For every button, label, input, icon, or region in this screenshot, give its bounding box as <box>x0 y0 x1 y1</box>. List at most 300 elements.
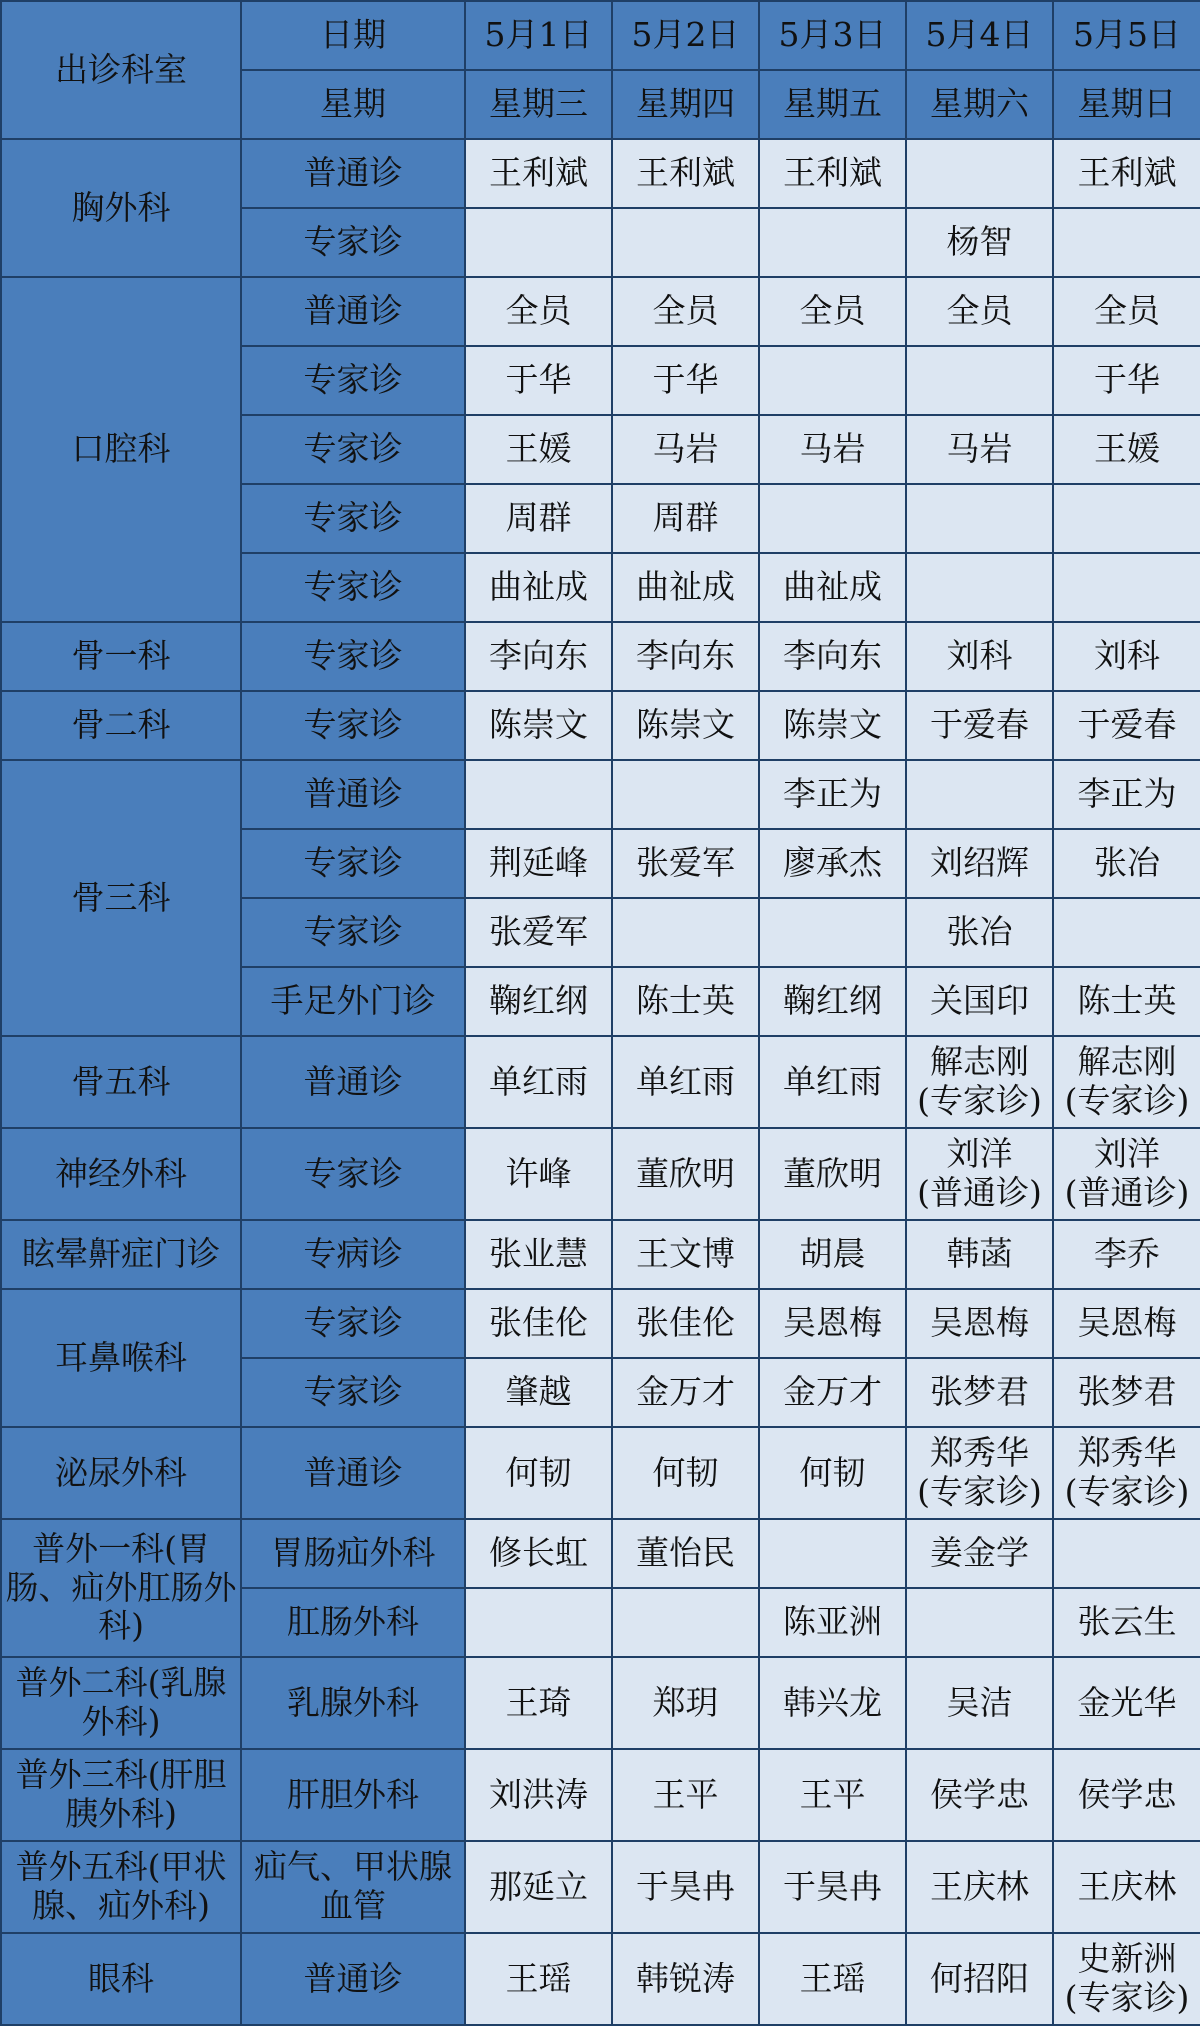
cell-line: 周群 <box>652 498 719 538</box>
doctor-cell <box>465 346 612 415</box>
doctor-cell <box>906 1749 1053 1841</box>
doctor-cell <box>612 208 759 277</box>
cell-line: 全员 <box>799 291 866 331</box>
doctor-cell <box>1053 1358 1200 1427</box>
doctor-cell <box>906 208 1053 277</box>
cell-line: 张佳伦 <box>489 1303 588 1343</box>
date-label: 日期 <box>241 1 465 70</box>
cell-line: 专家诊 <box>303 567 403 607</box>
doctor-cell <box>612 622 759 691</box>
doctor-cell <box>612 1588 759 1657</box>
doctor-cell <box>759 1427 906 1519</box>
doctor-cell <box>906 277 1053 346</box>
cell-line: 李正为 <box>783 774 882 814</box>
cell-line: 刘科 <box>1094 636 1160 676</box>
cell-line: 普通诊 <box>303 774 403 814</box>
doctor-cell <box>1053 553 1200 622</box>
schedule-row <box>1 1519 1200 1588</box>
cell-line: 全员 <box>946 291 1013 331</box>
clinic-type <box>241 277 465 346</box>
cell-line: (乳腺外科) <box>81 1663 227 1741</box>
doctor-cell <box>465 208 612 277</box>
doctor-cell <box>612 1358 759 1427</box>
doctor-cell <box>906 898 1053 967</box>
cell-line: 普通诊 <box>303 1452 403 1492</box>
cell-line: 那延立 <box>489 1866 588 1906</box>
doctor-cell <box>906 1289 1053 1358</box>
doctor-cell <box>906 484 1053 553</box>
doctor-cell <box>465 1220 612 1289</box>
doctor-cell <box>906 415 1053 484</box>
cell-line: 于华 <box>1094 360 1160 400</box>
cell-line: 解志刚 <box>1077 1042 1177 1082</box>
doctor-cell <box>759 1220 906 1289</box>
schedule-row <box>1 691 1200 760</box>
cell-line: 手足外门诊 <box>270 981 436 1021</box>
cell-line: 张梦君 <box>1077 1372 1177 1412</box>
cell-line: 马岩 <box>946 429 1013 469</box>
weekday-cell: 星期六 <box>906 70 1053 139</box>
cell-line: 专家诊 <box>303 843 403 883</box>
cell-line: 吴洁 <box>946 1682 1013 1722</box>
cell-line: 骨五科 <box>71 1061 171 1101</box>
cell-line: 曲祉成 <box>489 567 588 607</box>
clinic-type <box>241 1841 465 1933</box>
doctor-cell <box>465 1289 612 1358</box>
cell-line: 金万才 <box>783 1372 882 1412</box>
department-name <box>1 1519 241 1657</box>
doctor-cell <box>612 1427 759 1519</box>
doctor-cell <box>1053 1588 1200 1657</box>
doctor-cell <box>906 967 1053 1036</box>
doctor-cell <box>612 760 759 829</box>
schedule-row <box>1 277 1200 346</box>
doctor-cell <box>1053 1220 1200 1289</box>
doctor-cell <box>906 691 1053 760</box>
cell-line: 胸外科 <box>71 187 171 227</box>
doctor-cell <box>612 415 759 484</box>
doctor-cell <box>1053 691 1200 760</box>
cell-line: 王瑶 <box>505 1958 572 1998</box>
cell-line: 廖承杰 <box>783 843 882 883</box>
cell-line: 眼科 <box>88 1958 154 1998</box>
clinic-type <box>241 1749 465 1841</box>
doctor-cell <box>465 1036 612 1128</box>
cell-line: 王平 <box>799 1774 866 1814</box>
doctor-cell <box>1053 898 1200 967</box>
doctor-cell <box>465 1519 612 1588</box>
doctor-cell <box>759 1128 906 1220</box>
cell-line: 耳鼻喉科 <box>55 1337 187 1377</box>
doctor-cell <box>1053 415 1200 484</box>
schedule-row <box>1 1657 1200 1749</box>
doctor-cell <box>612 1657 759 1749</box>
cell-line: 于华 <box>505 360 572 400</box>
department-name <box>1 691 241 760</box>
doctor-cell <box>465 1427 612 1519</box>
cell-line: 张业慧 <box>489 1234 588 1274</box>
doctor-cell <box>906 622 1053 691</box>
cell-line: 专家诊 <box>303 1303 403 1343</box>
doctor-cell <box>1053 139 1200 208</box>
doctor-cell <box>612 1933 759 2025</box>
clinic-type <box>241 622 465 691</box>
cell-line: 李向东 <box>489 636 588 676</box>
doctor-cell <box>906 1519 1053 1588</box>
doctor-cell <box>1053 277 1200 346</box>
doctor-cell <box>1053 1427 1200 1519</box>
department-name <box>1 760 241 1036</box>
doctor-cell <box>759 1841 906 1933</box>
cell-line: (专家诊) <box>917 1081 1042 1120</box>
clinic-type <box>241 346 465 415</box>
cell-line: 专家诊 <box>303 705 403 745</box>
cell-line: 骨二科 <box>71 705 171 745</box>
doctor-cell <box>612 1128 759 1220</box>
clinic-type <box>241 1657 465 1749</box>
doctor-cell <box>465 691 612 760</box>
cell-line: 史新洲 <box>1077 1939 1177 1979</box>
schedule-row <box>1 1220 1200 1289</box>
cell-line: 肝胆外科 <box>287 1774 419 1814</box>
doctor-cell <box>759 553 906 622</box>
cell-line: 口腔科 <box>71 429 171 469</box>
cell-line: 专家诊 <box>303 636 403 676</box>
department-name <box>1 277 241 622</box>
department-name <box>1 1220 241 1289</box>
doctor-cell <box>612 1519 759 1588</box>
cell-line: 刘绍辉 <box>930 843 1029 883</box>
cell-line: 单红雨 <box>636 1061 735 1101</box>
doctor-cell <box>759 1588 906 1657</box>
cell-line: 王庆林 <box>1077 1866 1177 1906</box>
cell-line: 陈崇文 <box>783 705 882 745</box>
cell-line: 何韧 <box>799 1452 866 1492</box>
clinic-type <box>241 691 465 760</box>
date-cell: 5月3日 <box>759 1 906 70</box>
schedule-row <box>1 760 1200 829</box>
cell-line: 专家诊 <box>303 498 403 538</box>
cell-line: 张冶 <box>946 912 1013 952</box>
cell-line: 专家诊 <box>303 360 403 400</box>
cell-line: 曲祉成 <box>636 567 735 607</box>
cell-line: 马岩 <box>799 429 866 469</box>
cell-line: 马岩 <box>652 429 719 469</box>
weekday-cell: 星期四 <box>612 70 759 139</box>
schedule-row <box>1 1841 1200 1933</box>
cell-line: 于爱春 <box>1077 705 1177 745</box>
cell-line: 陈士英 <box>636 981 735 1021</box>
cell-line: 王平 <box>652 1774 719 1814</box>
schedule-row <box>1 1128 1200 1220</box>
cell-line: 关国印 <box>930 981 1029 1021</box>
cell-line: 胃肠疝外科 <box>270 1533 436 1573</box>
cell-line: 普外三科 <box>15 1755 148 1795</box>
cell-line: (专家诊) <box>917 1472 1042 1511</box>
cell-line: 肇越 <box>505 1372 572 1412</box>
cell-line: 韩菡 <box>946 1234 1013 1274</box>
cell-line: 王利斌 <box>489 153 588 193</box>
clinic-type <box>241 415 465 484</box>
doctor-cell <box>465 1841 612 1933</box>
clinic-type <box>241 1289 465 1358</box>
cell-line: 全员 <box>652 291 719 331</box>
cell-line: 于昊冉 <box>636 1866 735 1906</box>
clinic-type <box>241 1036 465 1128</box>
cell-line: 吴恩梅 <box>783 1303 882 1343</box>
clinic-type <box>241 829 465 898</box>
cell-line: 骨三科 <box>71 877 171 917</box>
doctor-cell <box>1053 1841 1200 1933</box>
doctor-cell <box>906 1358 1053 1427</box>
doctor-cell <box>1053 1519 1200 1588</box>
doctor-cell <box>465 1588 612 1657</box>
cell-line: 王琦 <box>505 1682 572 1722</box>
doctor-cell <box>759 208 906 277</box>
cell-line: 荆延峰 <box>489 843 588 883</box>
cell-line: (普通诊) <box>1064 1173 1190 1212</box>
doctor-cell <box>465 484 612 553</box>
cell-line: 王庆林 <box>930 1866 1029 1906</box>
cell-line: 单红雨 <box>489 1061 588 1101</box>
doctor-cell <box>1053 829 1200 898</box>
department-name <box>1 1289 241 1427</box>
schedule-row <box>1 1036 1200 1128</box>
cell-line: 鞠红纲 <box>783 981 882 1021</box>
doctor-cell <box>759 1289 906 1358</box>
cell-line: 郑玥 <box>652 1682 719 1722</box>
department-name <box>1 622 241 691</box>
cell-line: 普外五科(甲 <box>15 1847 194 1887</box>
cell-line: 周群 <box>505 498 572 538</box>
cell-line: 专家诊 <box>303 222 403 262</box>
doctor-cell <box>1053 1933 1200 2025</box>
doctor-cell <box>612 277 759 346</box>
cell-line: 李向东 <box>636 636 735 676</box>
doctor-cell <box>906 1841 1053 1933</box>
cell-line: 泌尿外科 <box>55 1452 187 1492</box>
doctor-cell <box>759 484 906 553</box>
doctor-cell <box>759 691 906 760</box>
cell-line: 杨智 <box>946 222 1013 262</box>
cell-line: 刘科 <box>946 636 1013 676</box>
clinic-type <box>241 1358 465 1427</box>
cell-line: 王瑶 <box>799 1958 866 1998</box>
cell-line: 王文博 <box>636 1234 735 1274</box>
cell-line: 郑秀华 <box>1077 1433 1177 1473</box>
department-name <box>1 139 241 277</box>
doctor-cell <box>465 1358 612 1427</box>
cell-line: 疝气、甲状腺 <box>254 1847 452 1887</box>
doctor-cell <box>1053 1128 1200 1220</box>
cell-line: 王利斌 <box>783 153 882 193</box>
weekday-label: 星期 <box>241 70 465 139</box>
schedule-body <box>1 1 1200 2025</box>
cell-line: 董欣明 <box>783 1153 882 1193</box>
cell-line: 肛肠外科 <box>287 1602 419 1642</box>
doctor-cell <box>465 1933 612 2025</box>
doctor-cell <box>759 277 906 346</box>
cell-line: 胡晨 <box>799 1234 866 1274</box>
doctor-cell <box>759 139 906 208</box>
cell-line: 专家诊 <box>303 429 403 469</box>
doctor-cell <box>759 760 906 829</box>
clinic-type <box>241 1128 465 1220</box>
department-name <box>1 1841 241 1933</box>
doctor-cell <box>906 1220 1053 1289</box>
cell-line: 许峰 <box>505 1153 572 1193</box>
cell-line: 鞠红纲 <box>489 981 588 1021</box>
cell-line: 张爱军 <box>489 912 588 952</box>
clinic-type <box>241 1220 465 1289</box>
department-name <box>1 1749 241 1841</box>
doctor-cell <box>759 967 906 1036</box>
schedule-row <box>1 1427 1200 1519</box>
doctor-cell <box>906 1657 1053 1749</box>
doctor-cell <box>465 622 612 691</box>
date-cell: 5月2日 <box>612 1 759 70</box>
cell-line: 董怡民 <box>636 1533 735 1573</box>
clinic-type <box>241 139 465 208</box>
cell-line: 普外一科 <box>32 1528 165 1568</box>
clinic-type <box>241 208 465 277</box>
cell-line: 韩锐涛 <box>636 1958 735 1998</box>
cell-line: 侯学忠 <box>930 1774 1029 1814</box>
doctor-cell <box>759 1036 906 1128</box>
doctor-cell <box>906 1036 1053 1128</box>
cell-line: 张云生 <box>1077 1602 1177 1642</box>
doctor-cell <box>1053 1289 1200 1358</box>
cell-line: (胃肠、疝外 <box>5 1528 210 1607</box>
doctor-cell <box>759 622 906 691</box>
date-cell: 5月1日 <box>465 1 612 70</box>
cell-line: 刘洋 <box>1094 1134 1160 1174</box>
cell-line: 王利斌 <box>636 153 735 193</box>
cell-line: (肝胆胰外科) <box>65 1755 227 1833</box>
doctor-cell <box>612 691 759 760</box>
doctor-cell <box>612 1036 759 1128</box>
dept-header: 出诊科室 <box>1 1 241 139</box>
cell-line: 曲祉成 <box>783 567 882 607</box>
doctor-cell <box>759 1519 906 1588</box>
doctor-cell <box>1053 346 1200 415</box>
clinic-type <box>241 1933 465 2025</box>
clinic-type <box>241 760 465 829</box>
doctor-cell <box>759 346 906 415</box>
weekday-cell: 星期日 <box>1053 70 1200 139</box>
cell-line: (普通诊) <box>917 1173 1042 1212</box>
cell-line: 张冶 <box>1094 843 1160 883</box>
cell-line: 普通诊 <box>303 1061 403 1101</box>
cell-line: 韩兴龙 <box>783 1682 882 1722</box>
cell-line: 金光华 <box>1077 1682 1177 1722</box>
schedule-row <box>1 1749 1200 1841</box>
clinic-type <box>241 553 465 622</box>
doctor-cell <box>759 1749 906 1841</box>
cell-line: (专家诊) <box>1064 1978 1190 2017</box>
date-cell: 5月4日 <box>906 1 1053 70</box>
cell-line: 姜金学 <box>930 1533 1029 1573</box>
cell-line: 陈亚洲 <box>783 1602 882 1642</box>
cell-line: 神经外科 <box>55 1153 187 1193</box>
cell-line: 普通诊 <box>303 1958 403 1998</box>
cell-line: 全员 <box>505 291 572 331</box>
doctor-cell <box>465 829 612 898</box>
cell-line: 陈崇文 <box>489 705 588 745</box>
cell-line: 乳腺外科 <box>287 1682 419 1722</box>
clinic-type <box>241 1519 465 1588</box>
cell-line: 陈士英 <box>1077 981 1177 1021</box>
cell-line: 刘洋 <box>946 1134 1013 1174</box>
doctor-cell <box>465 1749 612 1841</box>
cell-line: 李向东 <box>783 636 882 676</box>
cell-line: 单红雨 <box>783 1061 882 1101</box>
cell-line: 专家诊 <box>303 1372 403 1412</box>
doctor-cell <box>612 829 759 898</box>
doctor-cell <box>465 898 612 967</box>
clinic-type <box>241 1588 465 1657</box>
cell-line: 血管 <box>320 1886 386 1925</box>
cell-line: 张爱军 <box>636 843 735 883</box>
weekday-cell: 星期三 <box>465 70 612 139</box>
cell-line: 全员 <box>1094 291 1160 331</box>
cell-line: 王利斌 <box>1077 153 1177 193</box>
cell-line: 专家诊 <box>303 912 403 952</box>
doctor-cell <box>465 415 612 484</box>
cell-line: 肛肠外科) <box>98 1567 237 1646</box>
cell-line: 普通诊 <box>303 291 403 331</box>
cell-line: 于华 <box>652 360 719 400</box>
doctor-cell <box>1053 967 1200 1036</box>
weekday-cell: 星期五 <box>759 70 906 139</box>
cell-line: 普外二科 <box>15 1663 148 1703</box>
doctor-cell <box>1053 622 1200 691</box>
department-name <box>1 1036 241 1128</box>
clinic-type <box>241 1427 465 1519</box>
doctor-cell <box>1053 1036 1200 1128</box>
cell-line: 金万才 <box>636 1372 735 1412</box>
cell-line: 于爱春 <box>930 705 1029 745</box>
clinic-type <box>241 484 465 553</box>
cell-line: 郑秀华 <box>930 1433 1029 1473</box>
cell-line: 何韧 <box>652 1452 719 1492</box>
doctor-cell <box>906 139 1053 208</box>
doctor-cell <box>1053 760 1200 829</box>
doctor-cell <box>612 484 759 553</box>
doctor-cell <box>465 553 612 622</box>
doctor-cell <box>906 1128 1053 1220</box>
cell-line: (专家诊) <box>1064 1081 1190 1120</box>
doctor-cell <box>612 1220 759 1289</box>
cell-line: (专家诊) <box>1064 1472 1190 1511</box>
cell-line: 王媛 <box>1094 429 1160 469</box>
cell-line: 李正为 <box>1077 774 1177 814</box>
doctor-cell <box>759 1933 906 2025</box>
doctor-cell <box>1053 208 1200 277</box>
doctor-cell <box>612 553 759 622</box>
doctor-cell <box>612 1289 759 1358</box>
doctor-cell <box>906 1933 1053 2025</box>
doctor-cell <box>906 346 1053 415</box>
doctor-cell <box>759 898 906 967</box>
doctor-cell <box>1053 484 1200 553</box>
department-name <box>1 1427 241 1519</box>
doctor-cell <box>759 829 906 898</box>
doctor-cell <box>465 1128 612 1220</box>
cell-line: 张梦君 <box>930 1372 1029 1412</box>
doctor-cell <box>612 346 759 415</box>
department-name <box>1 1657 241 1749</box>
